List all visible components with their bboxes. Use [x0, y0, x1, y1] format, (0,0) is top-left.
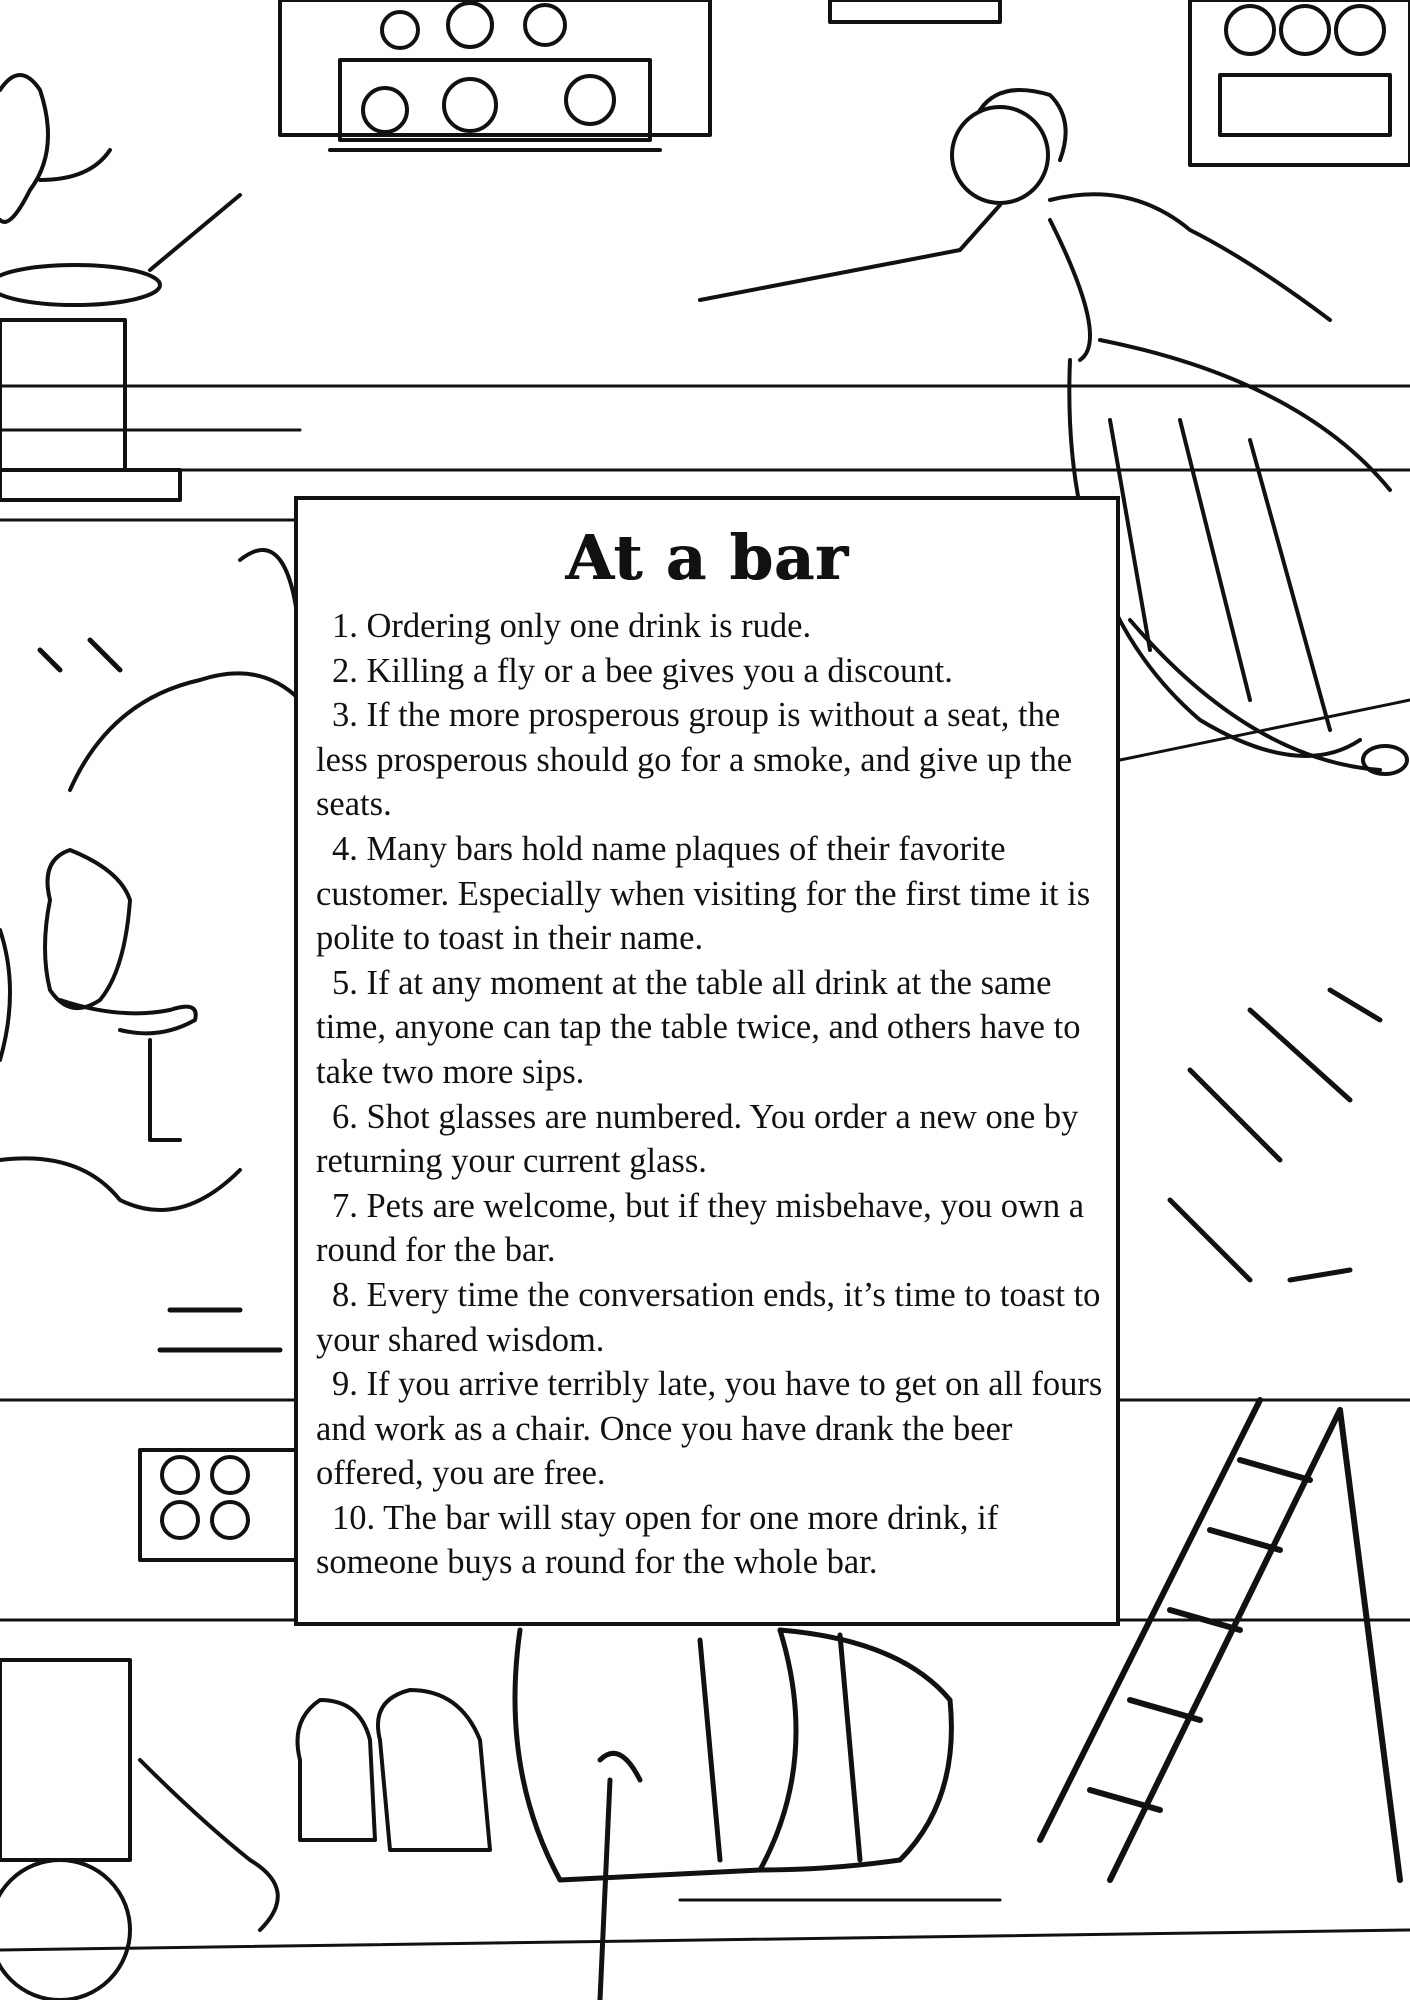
rule-item	[316, 1184, 1106, 1273]
rule-item	[316, 649, 1106, 694]
barrel-drawing	[515, 1630, 951, 2000]
rule-number: 10.	[332, 1498, 376, 1537]
cupboard-drawing	[280, 0, 710, 150]
rule-number: 3.	[332, 696, 358, 735]
rule-text: If you arrive terribly late, you have to get on all fours and work as a chair. Once you have drank the beer offered, you are free.	[316, 1365, 1103, 1493]
rule-item	[316, 693, 1106, 827]
dog-figure	[0, 550, 300, 1210]
rule-item	[316, 827, 1106, 961]
rule-number: 5.	[332, 963, 358, 1002]
rule-item	[316, 961, 1106, 1095]
rule-text: Shot glasses are numbered. You order a new one by returning your current glass.	[316, 1097, 1079, 1181]
rule-text: Killing a fly or a bee gives you a discount.	[366, 651, 953, 690]
rule-number: 8.	[332, 1275, 358, 1314]
rule-number: 2.	[332, 651, 358, 690]
rules-list	[316, 604, 1106, 1585]
rule-number: 9.	[332, 1365, 358, 1404]
rule-text: Ordering only one drink is rude.	[366, 607, 812, 645]
rule-item	[316, 1273, 1106, 1362]
card-title: At a bar	[565, 521, 849, 594]
rule-item	[316, 604, 1106, 649]
rule-number: 6.	[332, 1097, 358, 1136]
rule-item	[316, 1095, 1106, 1184]
rule-item	[316, 1362, 1106, 1496]
rule-item	[316, 1496, 1106, 1585]
rule-text: Many bars hold name plaques of their favorite customer. Especially when visiting for the first time it is polite to toast in their name.	[316, 829, 1091, 958]
rules-card	[294, 496, 1120, 1626]
rule-number: 7.	[332, 1186, 358, 1225]
rule-text: The bar will stay open for one more drink, if someone buys a round for the whole bar.	[316, 1498, 999, 1582]
rule-text: Pets are welcome, but if they misbehave, you own a round for the bar.	[316, 1186, 1085, 1270]
rule-number: 1.	[332, 607, 358, 645]
rule-text: Every time the conversation ends, it’s time to toast to your shared wisdom.	[316, 1275, 1101, 1359]
rule-text: If the more prosperous group is without a seat, the less prosperous should go for a smoke, and give up the seats.	[316, 696, 1073, 824]
rule-text: If at any moment at the table all drink at the same time, anyone can tap the table twice, and others have to take two more sips.	[316, 963, 1081, 1091]
rule-number: 4.	[332, 829, 358, 868]
